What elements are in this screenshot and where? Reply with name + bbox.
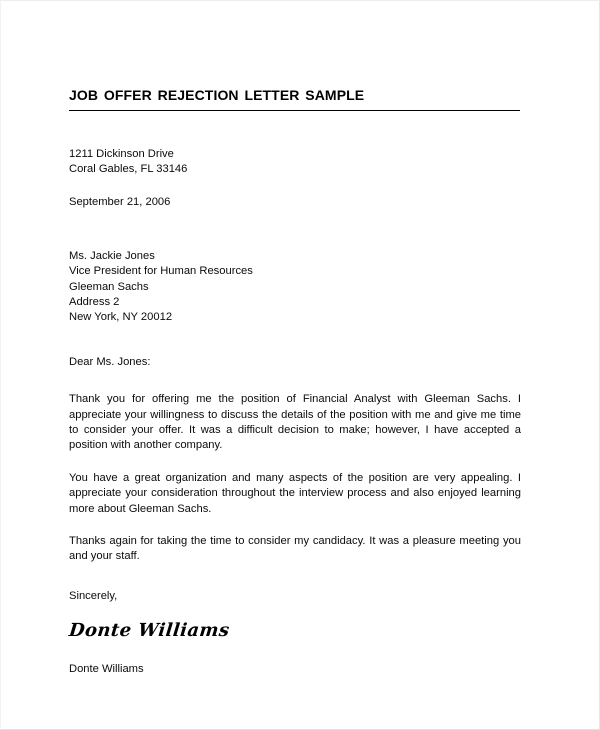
letter-date xyxy=(69,195,521,210)
letter-body xyxy=(69,147,521,678)
signature: Donte Williams xyxy=(67,620,231,642)
closing xyxy=(69,589,521,604)
recipient-address-block xyxy=(69,249,521,326)
body-paragraph: You have a great organization and many aspects of the position are very appealing. I appreciate your consideration throughout the interview process and also enjoyed learning more about Gleeman Sachs. xyxy=(69,471,521,515)
letter-content xyxy=(69,1,521,677)
body-paragraph: Thank you for offering me the position of Financial Analyst with Gleeman Sachs. I appreciate your willingness to discuss the details of the position with me and give me time to consider your offer. It was a difficult decision to make; however, I have accepted a position with another company. xyxy=(69,393,521,452)
recipient-name: Ms. Jackie Jones xyxy=(69,249,155,262)
closing-line: Sincerely, xyxy=(69,589,118,602)
sender-address-line: 1211 Dickinson Drive xyxy=(69,147,174,160)
title-block xyxy=(69,1,521,111)
recipient-city-state-zip: New York, NY 20012 xyxy=(69,311,173,324)
recipient-company: Gleeman Sachs xyxy=(69,280,149,293)
salutation-line: Dear Ms. Jones: xyxy=(69,355,151,368)
recipient-address-line: Address 2 xyxy=(69,295,120,308)
title-divider xyxy=(69,110,520,111)
body-paragraph: Thanks again for taking the time to consider my candidacy. It was a pleasure meeting you and your staff. xyxy=(69,535,521,563)
sender-address-line: Coral Gables, FL 33146 xyxy=(69,162,188,175)
salutation xyxy=(69,355,521,370)
recipient-title: Vice President for Human Resources xyxy=(69,265,253,278)
page-title: job offer rejection letter sample xyxy=(69,82,365,105)
typed-signer-name: Donte Williams xyxy=(69,662,144,675)
date-line: September 21, 2006 xyxy=(69,196,171,209)
sender-address-block xyxy=(69,147,521,178)
